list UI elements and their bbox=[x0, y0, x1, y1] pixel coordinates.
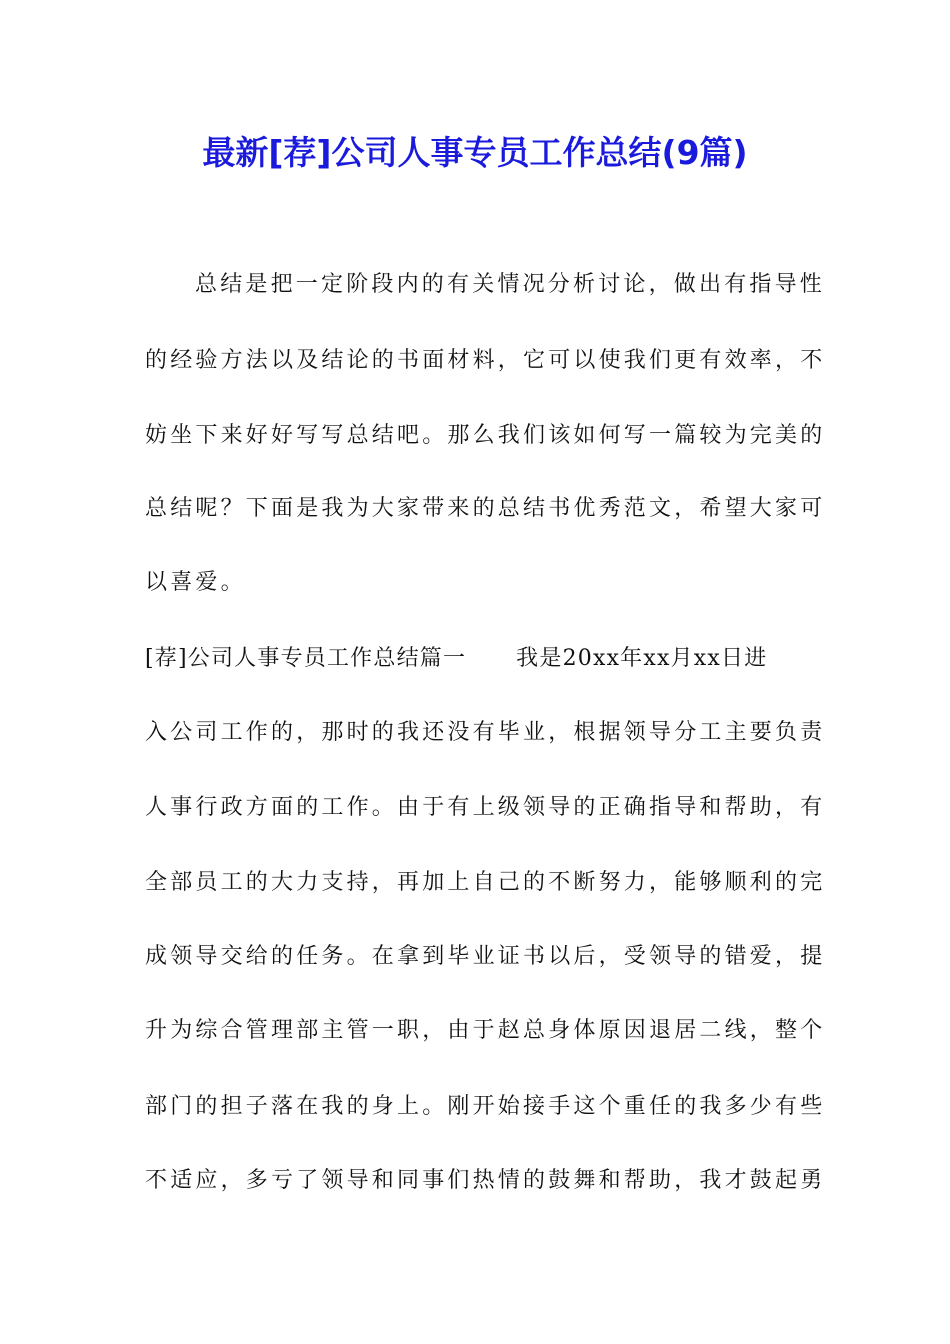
intro-line: 妨坐下来好好写写总结吧。那么我们该如何写一篇较为完美的 bbox=[145, 423, 826, 448]
body-line: 升为综合管理部主管一职，由于赵总身体原因退居二线，整个 bbox=[145, 1018, 826, 1043]
section-first-line bbox=[145, 644, 810, 674]
body-line: 人事行政方面的工作。由于有上级领导的正确指导和帮助，有 bbox=[145, 795, 826, 820]
intro-line: 总结呢？下面是我为大家带来的总结书优秀范文，希望大家可 bbox=[145, 496, 826, 521]
body-line: 部门的担子落在我的身上。刚开始接手这个重任的我多少有些 bbox=[145, 1094, 826, 1119]
section-first-text: 我是20xx年xx月xx日进 bbox=[516, 646, 768, 671]
body-line: 成领导交给的任务。在拿到毕业证书以后，受领导的错爱，提 bbox=[145, 944, 826, 969]
document-title: 最新[荐]公司人事专员工作总结(9篇) bbox=[202, 133, 748, 172]
body-line: 入公司工作的，那时的我还没有毕业，根据领导分工主要负责 bbox=[145, 720, 826, 745]
body-line: 全部员工的大力支持，再加上自己的不断努力，能够顺利的完 bbox=[145, 870, 826, 895]
body-line: 不适应，多亏了领导和同事们热情的鼓舞和帮助，我才鼓起勇 bbox=[145, 1168, 826, 1193]
intro-line: 以喜爱。 bbox=[145, 570, 246, 595]
section-heading: [荐]公司人事专员工作总结篇一 bbox=[145, 646, 467, 671]
intro-line: 的经验方法以及结论的书面材料，它可以使我们更有效率，不 bbox=[145, 348, 826, 373]
intro-line: 总结是把一定阶段内的有关情况分析讨论，做出有指导性 bbox=[195, 272, 826, 297]
